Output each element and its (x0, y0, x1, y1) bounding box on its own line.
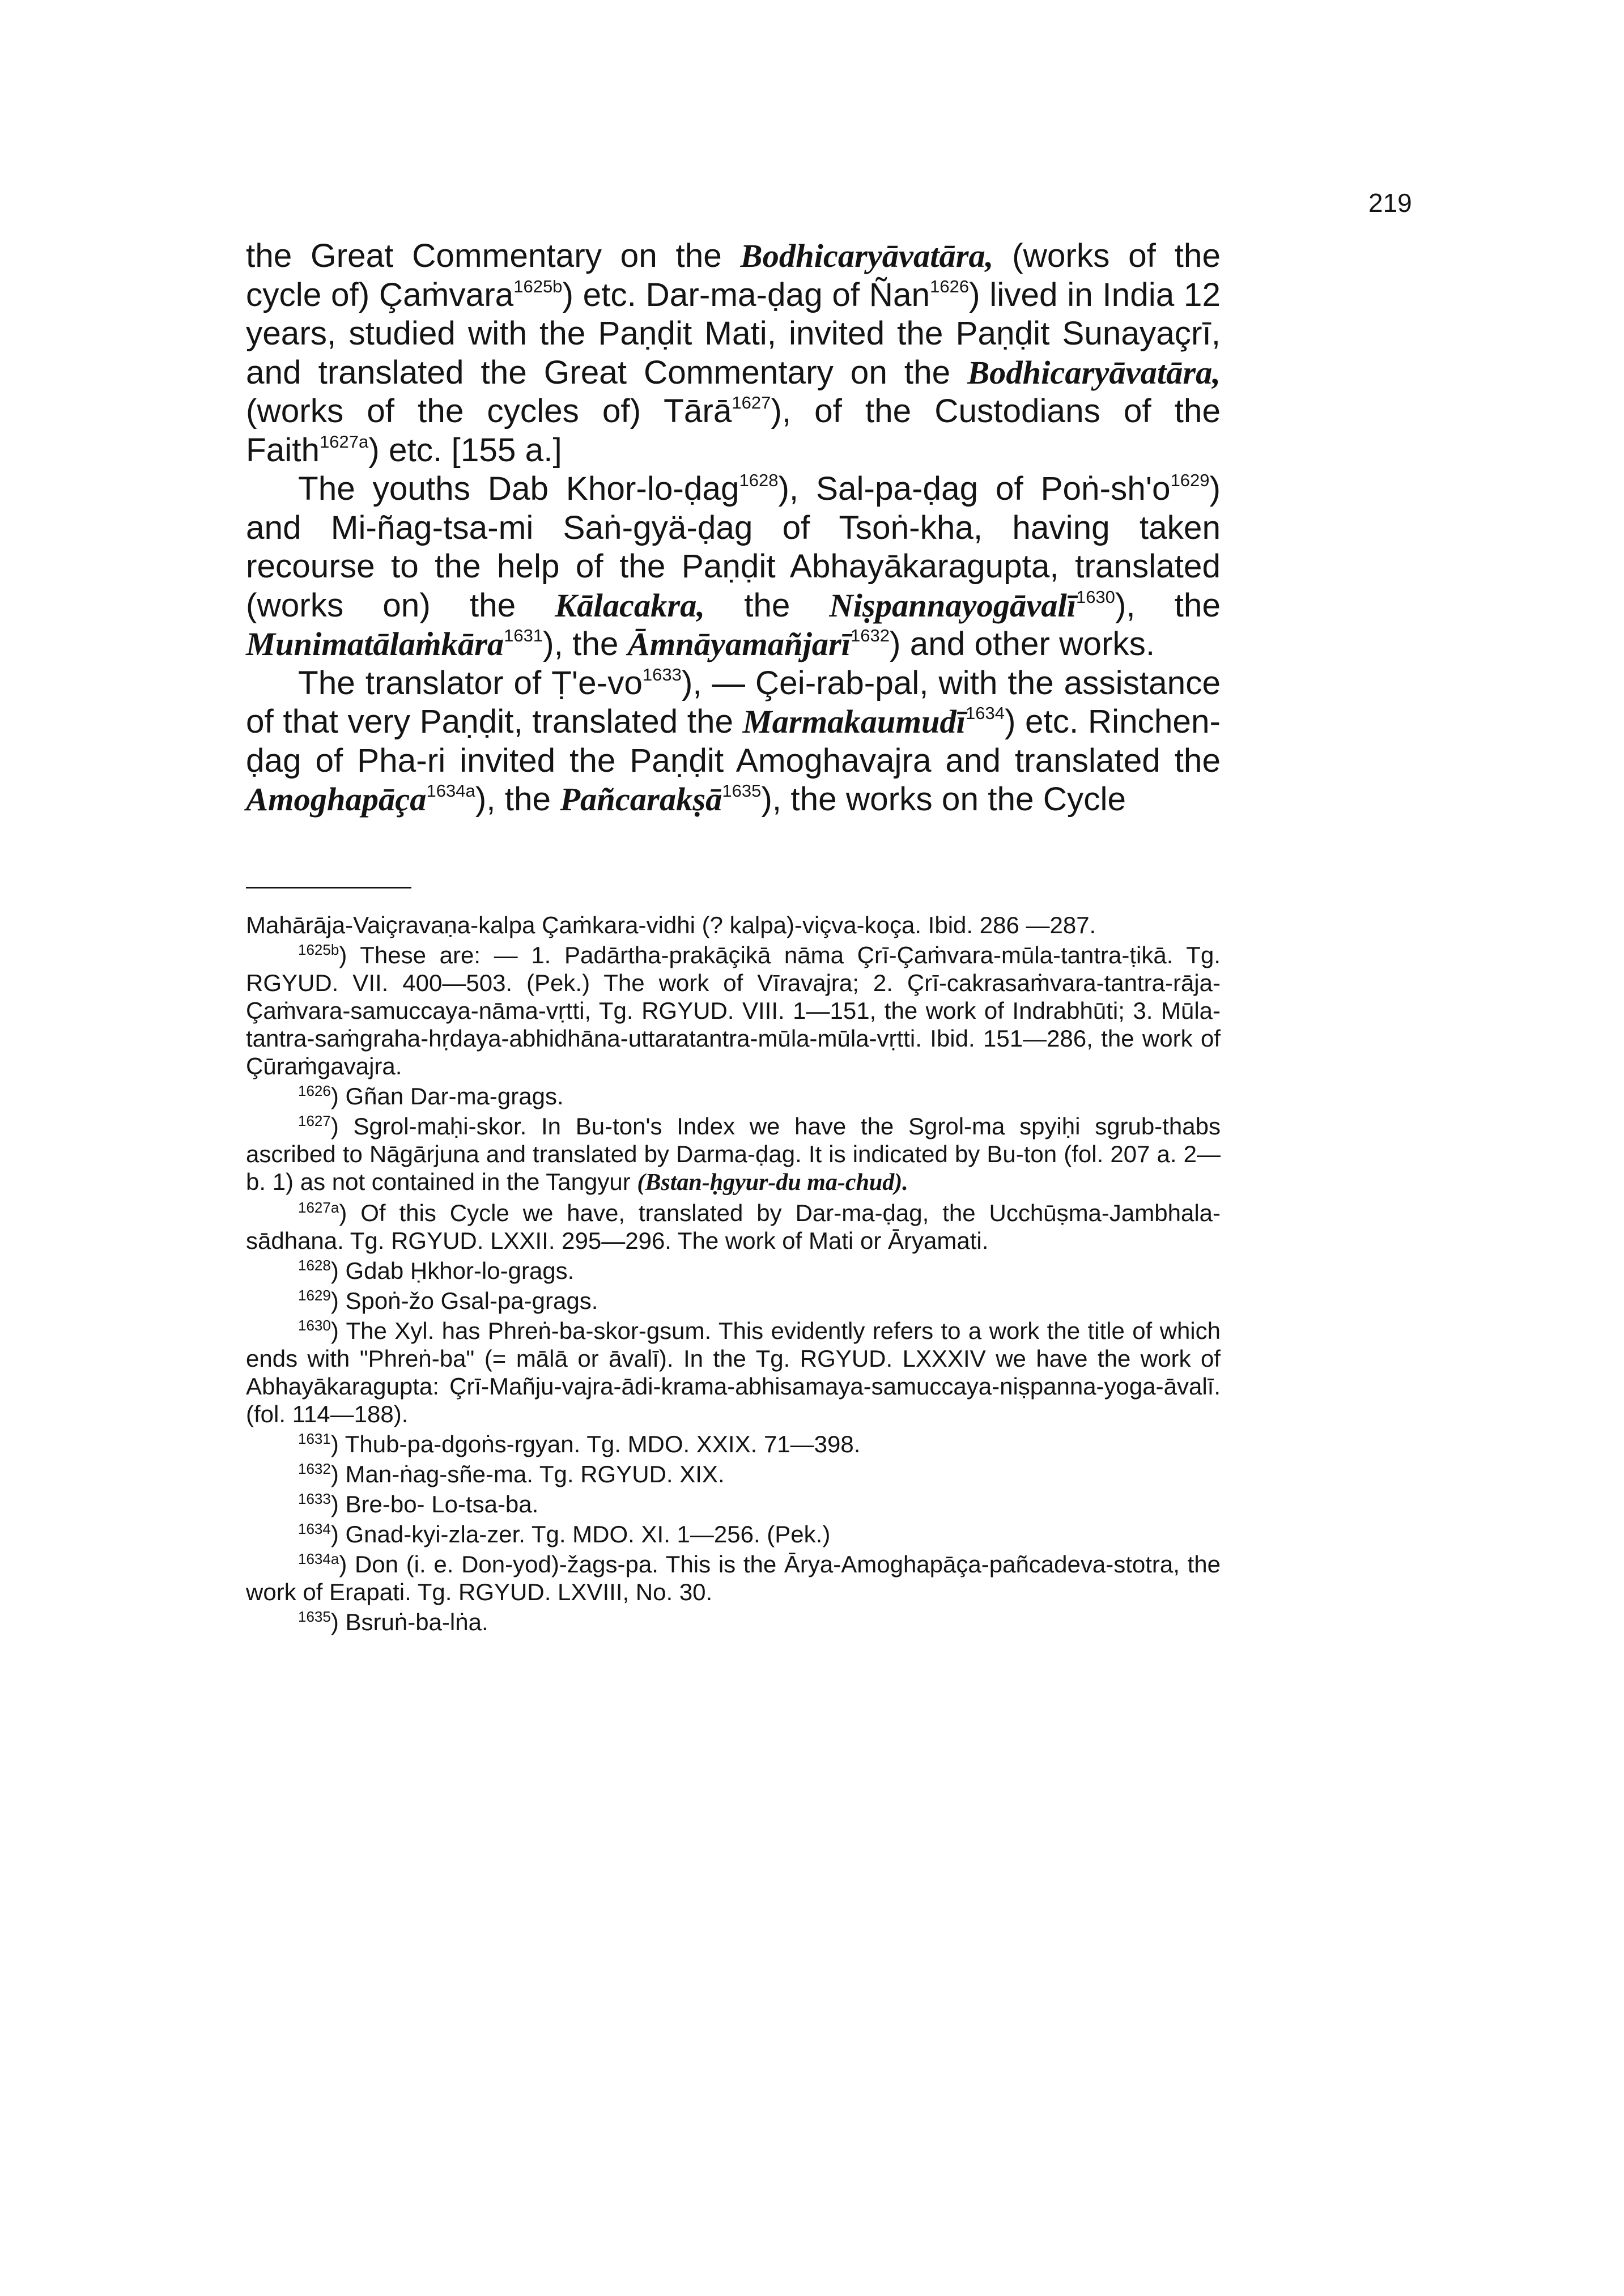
footnote: $^{1627a}$) Of this Cycle we have, translated by Dar-ma-ḍag, the Ucchūṣma-Jambhala-sādhana. Tg. RGYUD. LXXII. 295—296. The work of Mati or Āryamati. (246, 1199, 1221, 1254)
italic-title: Āmnāyamañjarī (627, 626, 851, 662)
italic-title: Kālacakra, (555, 586, 705, 624)
footnote: $^{1625b}$) These are: — 1. Padārtha-prakāçikā nāma Çrī-Çaṁvara-mūla-tantra-ṭikā. Tg. RGYUD. VII. 400—503. (Pek.) The work of Vīravajra; 2. Çrī-cakrasaṁvara-tantra-rāja-Çaṁvara-samuccaya-nāma-vṛtti, Tg. RGYUD. VIII. 1—151, the work of Indrabhūti; 3. Mūla-tantra-saṁgraha-hṛdaya-abhidhāna-uttaratantra-mūla-mūla-vṛtti. Ibid. 151—286, the work of Çūraṁgavajra. (246, 941, 1221, 1079)
footnote-reference: 1633 (642, 664, 682, 684)
footnote-number: 1635 (298, 1608, 331, 1625)
footnote: $^{1634a}$) Don (i. e. Don-yod)-žags-pa. This is the Ārya-Amoghapāça-pañcadeva-stotra, the work of Erapati. Tg. RGYUD. LXVIII, No. 30. (246, 1550, 1221, 1605)
footnote-number: 1630 (298, 1317, 331, 1334)
footnote-reference: 1625b (513, 276, 563, 296)
footnote-number: 1627 (298, 1112, 331, 1129)
footnote-number: 1627a (298, 1199, 339, 1216)
footnote: $^{1633}$) Bre-bo- Lo-tsa-ba. (298, 1490, 539, 1517)
footnote: $^{1629}$) Spoṅ-žo Gsal-pa-grags. (298, 1287, 598, 1314)
footnote: Mahārāja-Vaiçravaṇa-kalpa Çaṁkara-vidhi (? kalpa)-viçva-koça. Ibid. 286 —287. (246, 912, 1096, 938)
footnote-number: 1628 (298, 1257, 331, 1274)
footnotes (246, 911, 1221, 1638)
body-paragraph: the Great Commentary on the Bodhicaryāvatāra, (works of the cycle of) Çaṁvara$^{1625b}$) etc. Dar-ma-ḍag of Ñan$^{1626}$) lived in India 12 years, studied with the Paṇḍit Mati, invited the Paṇḍit Sunayaçrī, and translated the Great Commentary on the Bodhicaryāvatāra, (works of the cycles of) Tārā$^{1627}$), of the Custodians of the Faith$^{1627a}$) etc. [155 a.] (246, 237, 1221, 469)
footnote: $^{1631}$) Thub-pa-dgoṅs-rgyan. Tg. MDO. XXIX. 71—398. (298, 1430, 861, 1457)
italic-title: (Bstan-ḥgyur-du ma-chud). (637, 1170, 908, 1196)
footnote-reference: 1629 (1170, 470, 1210, 490)
footnote: $^{1634}$) Gnad-kyi-zla-zer. Tg. MDO. XI. 1—256. (Pek.) (298, 1520, 831, 1547)
italic-title: Amoghapāça (246, 781, 427, 818)
main-text (246, 237, 1221, 819)
footnote: $^{1632}$) Man-ṅag-sñe-ma. Tg. RGYUD. XIX. (298, 1460, 725, 1487)
footnote-number: 1634a (298, 1550, 339, 1567)
footnote: $^{1626}$) Gñan Dar-ma-grags. (298, 1082, 564, 1109)
footnote-reference: 1631 (504, 626, 543, 645)
footnote: $^{1628}$) Gdab Ḥkhor-lo-grags. (298, 1257, 575, 1284)
footnote: $^{1627}$) Sgrol-maḥi-skor. In Bu-ton's Index we have the Sgrol-ma spyiḥi sgrub-thabs ascribed to Nāgārjuna and translated by Darma-ḍag. It is indicated by Bu-ton (fol. 207 a. 2—b. 1) as not contained in the Tangyur (Bstan-ḥgyur-du ma-chud). (246, 1112, 1221, 1196)
italic-title: Pañcarakṣā (560, 781, 722, 818)
footnote-reference: 1628 (739, 470, 779, 490)
footnote: $^{1630}$) The Xyl. has Phreṅ-ba-skor-gsum. This evidently refers to a work the title of which ends with "Phreṅ-ba" (= mālā or āvalī). In the Tg. RGYUD. LXXXIV we have the work of Abhayākaragupta: Çrī-Mañju-vajra-ādi-krama-abhisamaya-samuccaya-niṣpanna-yoga-āvalī. (fol. 114—188). (246, 1317, 1221, 1427)
italic-title: Marmakaumudī (742, 703, 966, 740)
footnote-number: 1625b (298, 941, 339, 958)
italic-title: Niṣpannayogāvalī (829, 586, 1076, 624)
footnote-separator (246, 887, 411, 888)
body-paragraph: The translator of $Ṭ'e-vo^{1633}$), — Çei-rab-pal, with the assistance of that very Paṇḍit, translated the Marmakaumudī$^{1634}$) etc. Rinchen-ḍag of Pha-ri invited the Paṇḍit Amoghavajra and translated the Amoghapāça$^{1634a}$), the Pañcarakṣā$^{1635}$), the works on the Cycle (246, 664, 1221, 818)
footnote-reference: 1632 (851, 626, 890, 645)
footnote-number: 1626 (298, 1082, 331, 1099)
footnote-number: 1629 (298, 1287, 331, 1304)
footnote-reference: 1634 (966, 703, 1005, 723)
footnote-number: 1631 (298, 1430, 331, 1447)
footnote-reference: 1626 (930, 276, 970, 296)
body-paragraph: The youths Dab Khor-lo-ḍag$^{1628}$), Sal-pa-ḍag of Poṅ-$sh'o^{1629}$) and Mi-ñag-tsa-mi Saṅ-gyä-ḍag of Tsoṅ-kha, having taken recourse to the help of the Paṇḍit Abhayākaragupta, translated (works on) the Kālacakra, the Niṣpannayogāvalī$^{1630}$), the Munimatālaṁkāra$^{1631}$), the Āmnāyamañjarī$^{1632}$) and other works. (246, 470, 1221, 662)
italic-title: Bodhicaryāvatāra, (967, 354, 1221, 391)
italic-title: Munimatālaṁkāra (246, 626, 504, 662)
footnote-reference: 1634a (426, 781, 475, 801)
footnote-reference: 1627 (732, 393, 771, 413)
page-number: 219 (1368, 188, 1412, 218)
footnote-reference: 1627a (320, 431, 369, 452)
italic-title: Bodhicaryāvatāra, (740, 237, 994, 274)
footnote: $^{1635}$) Bsruṅ-ba-lṅa. (298, 1608, 488, 1635)
footnote-number: 1634 (298, 1520, 331, 1537)
footnote-reference: 1630 (1075, 586, 1115, 607)
footnote-number: 1633 (298, 1490, 331, 1507)
footnote-number: 1632 (298, 1460, 331, 1477)
footnote-reference: 1635 (722, 781, 762, 801)
